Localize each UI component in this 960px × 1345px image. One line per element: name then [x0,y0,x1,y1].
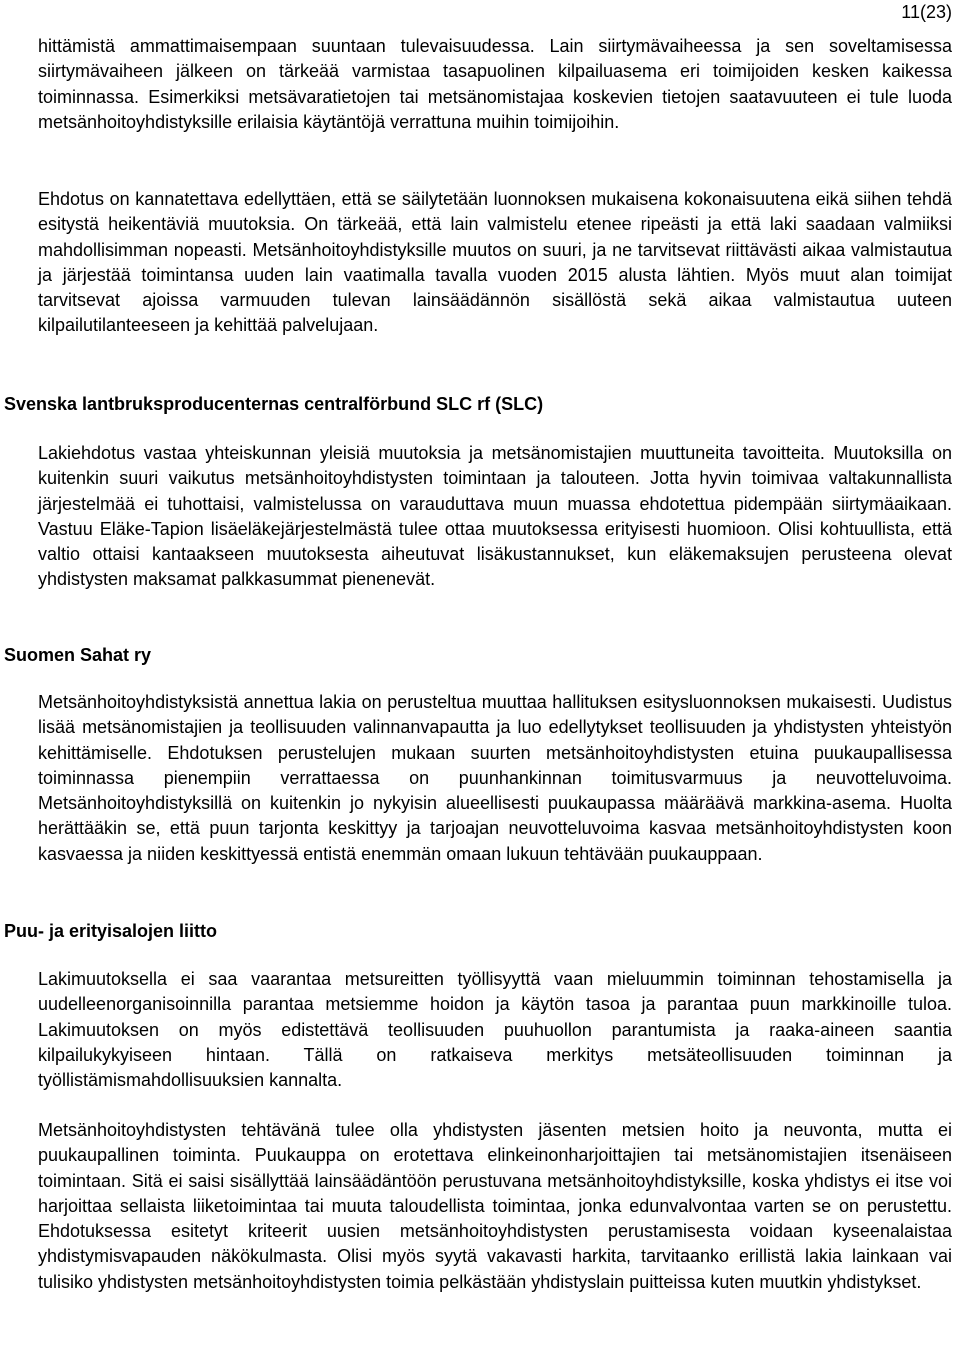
section-heading-puu-ja-erityisalojen-liitto: Puu- ja erityisalojen liitto [4,921,218,941]
puu-paragraph-1: Lakimuutoksella ei saa vaarantaa metsureitten työllisyyttä vaan mieluummin toiminnan tehostamisella ja uudelleenorganisoinnilla parantaa metsiemme hoidon ja käytön tasoa ja parantaa puun markkinoille tuloa. Lakimuutoksen on myös edistettävä teollisuuden puuhuollon parantumista ja raaka-aineen saantia kilpailukykyiseen hintaan. Tällä on ratkaiseva merkitys metsäteollisuuden toiminnan ja työllistämismahdollisuuksien kannalta. [38,969,952,1091]
sahat-paragraph-1: Metsänhoitoyhdistyksistä annettua lakia on perusteltua muuttaa hallituksen esitysluonnoksen mukaisesti. Uudistus lisää metsänomistajien ja teollisuuden valinnanvapautta ja luo edellytykset teollisuuden ja yhdistysten yhteistyön kehittämiselle. Ehdotuksen perustelujen mukaan suurten metsänhoitoyhdistysten etuina puukaupallisessa toiminnassa pienempiin verrattaessa on puunhankinnan toimitusvarmuus ja neuvotteluvoima. Metsänhoitoyhdistyksillä on kuitenkin jo nykyisin alueellisesti puukaupassa määräävä markkina-asema. Huolta herättääkin se, että puun tarjonta keskittyy ja tarjoajan neuvotteluvoima kasvaa metsänhoitoyhdistysten koon kasvaessa ja niiden keskittyessä entistä enemmän omaan lukuun tehtävään puukauppaan. [38,692,952,864]
intro-paragraph-1: hittämistä ammattimaisempaan suuntaan tulevaisuudessa. Lain siirtymävaiheessa ja sen soveltamisessa siirtymävaiheen jälkeen on tärkeää varmistaa tasapuolinen kilpailuasema eri toimijoiden kesken kaikessa toiminnassa. Esimerkiksi metsävaratietojen tai metsänomistajaa koskevien tietojen saatavuuteen ei tule luoda metsänhoitoyhdistyksille erilaisia käytäntöjä verrattuna muihin toimijoihin. [38,36,952,132]
puu-paragraph-2: Metsänhoitoyhdistysten tehtävänä tulee olla yhdistysten jäsenten metsien hoito ja neuvonta, mutta ei puukaupallinen toiminta. Puukauppa on erotettava elinkeinonharjoittajien tai metsänomistajien itsenäiseen toimintaan. Sitä ei saisi sisällyttää lainsäädäntöön perustuvana metsänhoitoyhdistyksille, koska yhdistys ei itse voi harjoittaa sellaista liiketoimintaa tai muuta taloudellista toimintaa, jonka edunvalvontaa varten se on perustettu. Ehdotuksessa esitetyt kriteerit uusien metsänhoitoyhdistysten perustamisesta voidaan kyseenalaistaa yhdistymisvapauden näkökulmasta. Olisi myös syytä vakavasti harkita, tarvitaanko erillistä lakia lainkaan vai tulisiko yhdistysten metsänhoitoyhdistysten toimia pelkästään yhdistyslain puitteissa kuten muutkin yhdistykset. [38,1120,952,1292]
section-heading-suomen-sahat: Suomen Sahat ry [4,645,152,665]
page-number: 11(23) [901,2,952,22]
section-heading-slc: Svenska lantbruksproducenternas centralförbund SLC rf (SLC) [4,394,544,414]
intro-paragraph-2: Ehdotus on kannatettava edellyttäen, että se säilytetään luonnoksen mukaisena kokonaisuutena eikä siihen tehdä esitystä heikentäviä muutoksia. On tärkeää, että lain valmistelu etenee ripeästi ja että laki saadaan valmiiksi mahdollisimman nopeasti. Metsänhoitoyhdistyksille muutos on suuri, ja ne tarvitsevat riittävästi aikaa valmistautua ja järjestää toimintansa uuden lain vaatimalla tavalla vuoden 2015 alusta lähtien. Myös muut alan toimijat tarvitsevat ajoissa varmuuden tulevan lainsäädännön sisällöstä sekä aikaa valmistautua uuteen kilpailutilanteeseen ja kehittää palvelujaan. [38,189,952,336]
slc-paragraph-1: Lakiehdotus vastaa yhteiskunnan yleisiä muutoksia ja metsänomistajien muuttuneita tavoitteita. Muutoksilla on kuitenkin suuri vaikutus metsänhoitoyhdistysten toimintaan ja talouteen. Jotta hyvin toimivaa valtakunnallista järjestelmää ei tuhottaisi, valmistelussa on varauduttava muun muassa ehdotettua pidempään siirtymäaikaan. Vastuu Eläke-Tapion lisäeläkejärjestelmästä tulee ottaa muutoksessa erityisesti huomioon. Olisi kohtuullista, että valtio ottaisi kantaakseen muutoksesta aiheutuvat lisäkustannukset, kun eläkemaksujen perusteena olevat yhdistysten maksamat palkkasummat pienenevät. [38,443,952,590]
